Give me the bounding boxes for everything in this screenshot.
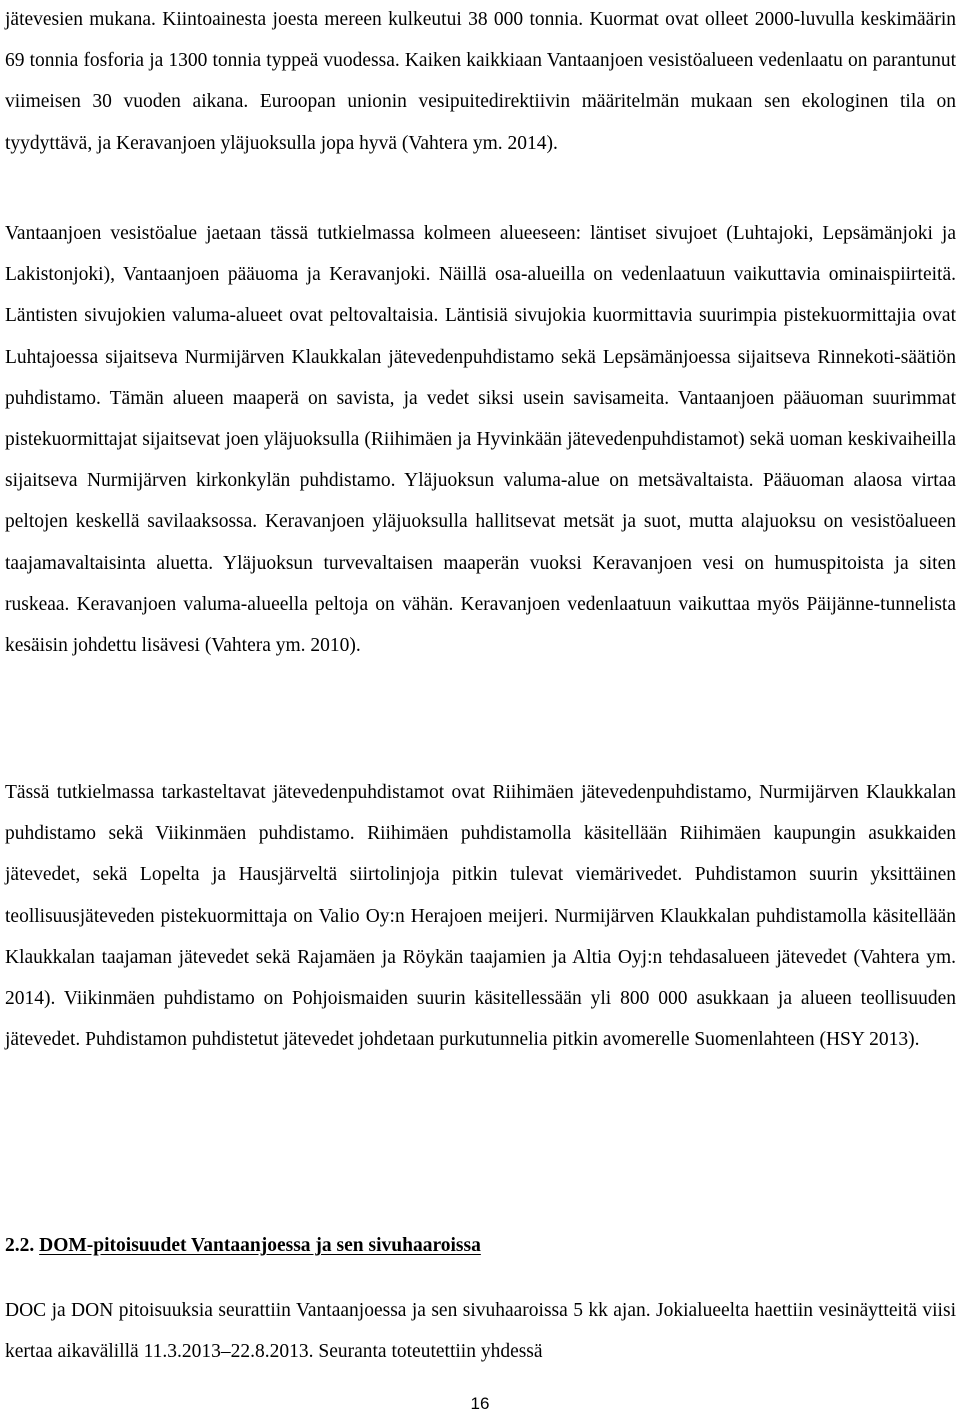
paragraph-doc-don-monitoring: DOC ja DON pitoisuuksia seurattiin Vantaanjoessa ja sen sivuhaaroissa 5 kk ajan. Jokialueelta haettiin vesinäytteitä viisi kertaa aikavälillä 11.3.2013–22.8.2013. Seuranta toteutettiin yhdessä bbox=[5, 1300, 956, 1363]
section-title: DOM-pitoisuudet Vantaanjoessa ja sen sivuhaaroissa bbox=[39, 1235, 481, 1256]
paragraph-water-quality: jätevesien mukana. Kiintoainesta joesta mereen kulkeutui 38 000 tonnia. Kuormat ovat olleet 2000-luvulla keskimäärin 69 tonnia fosforia ja 1300 tonnia typpeä vuodessa. Kaiken kaikkiaan Vantaanjoen vesistöalueen vedenlaatu on parantunut viimeisen 30 vuoden aikana. Euroopan unionin vesipuitedirektiivin määritelmän mukaan sen ekologinen tila on tyydyttävä, ja Keravanjoen yläjuoksulla jopa hyvä (Vahtera ym. 2014). bbox=[5, 9, 956, 154]
section-number: 2.2. bbox=[5, 1235, 35, 1256]
paragraph-catchment-areas: Vantaanjoen vesistöalue jaetaan tässä tutkielmassa kolmeen alueeseen: läntiset sivujoet (Luhtajoki, Lepsämänjoki ja Lakistonjoki), Vantaanjoen pääuoma ja Keravanjoki. Näillä osa-alueilla on vedenlaatuun vaikuttavia ominaispiirteitä. Läntisten sivujokien valuma-alueet ovat peltovaltaisia. Läntisiä sivujokia kuormittavia suurimpia pistekuormittajia ovat Luhtajoessa sijaitseva Nurmijärven Klaukkalan jätevedenpuhdistamo sekä Lepsämänjoessa sijaitseva Rinnekoti-säätiön puhdistamo. Tämän alueen maaperä on savista, ja vedet siksi usein savisameita. Vantaanjoen pääuoman suurimmat pistekuormittajat sijaitsevat joen yläjuoksulla (Riihimäen ja Hyvinkään jätevedenpuhdistamot) sekä uoman keskivaiheilla sijaitseva Nurmijärven kirkonkylän puhdistamo. Yläjuoksun valuma-alue on metsävaltaista. Pääuoman alaosa virtaa peltojen keskellä savilaaksossa. Keravanjoen yläjuoksulla hallitsevat metsät ja suot, mutta alajuoksu on vesistöalueen taajamavaltaisinta aluetta. Yläjuoksun turvevaltaisen maaperän vuoksi Keravanjoen vesi on humuspitoista ja siten ruskeaa. Keravanjoen valuma-alueella peltoja on vähän. Keravanjoen vedenlaatuun vaikuttaa myös Päijänne-tunnelista kesäisin johdettu lisävesi (Vahtera ym. 2010). bbox=[5, 223, 956, 657]
paragraph-treatment-plants: Tässä tutkielmassa tarkasteltavat jätevedenpuhdistamot ovat Riihimäen jätevedenpuhdistamo, Nurmijärven Klaukkalan puhdistamo sekä Viikinmäen puhdistamo. Riihimäen puhdistamolla käsitellään Riihimäen kaupungin asukkaiden jätevedet, sekä Lopelta ja Hausjärveltä siirtolinjoja pitkin tulevat viemärivedet. Puhdistamon suurin yksittäinen teollisuusjäteveden pistekuormittaja on Valio Oy:n Herajoen meijeri. Nurmijärven Klaukkalan puhdistamolla käsitellään Klaukkalan taajaman jätevedet sekä Rajamäen ja Röykän taajamien ja Altia Oyj:n tehdasalueen jätevedet (Vahtera ym. 2014). Viikinmäen puhdistamo on Pohjoismaiden suurin käsitellessään yli 800 000 asukkaan ja alueen teollisuuden jätevedet. Puhdistamon puhdistetut jätevedet johdetaan purkutunnelia pitkin avomerelle Suomenlahteen (HSY 2013). bbox=[5, 782, 956, 1051]
page-number: 16 bbox=[470, 1394, 490, 1413]
section-heading bbox=[5, 1225, 481, 1266]
